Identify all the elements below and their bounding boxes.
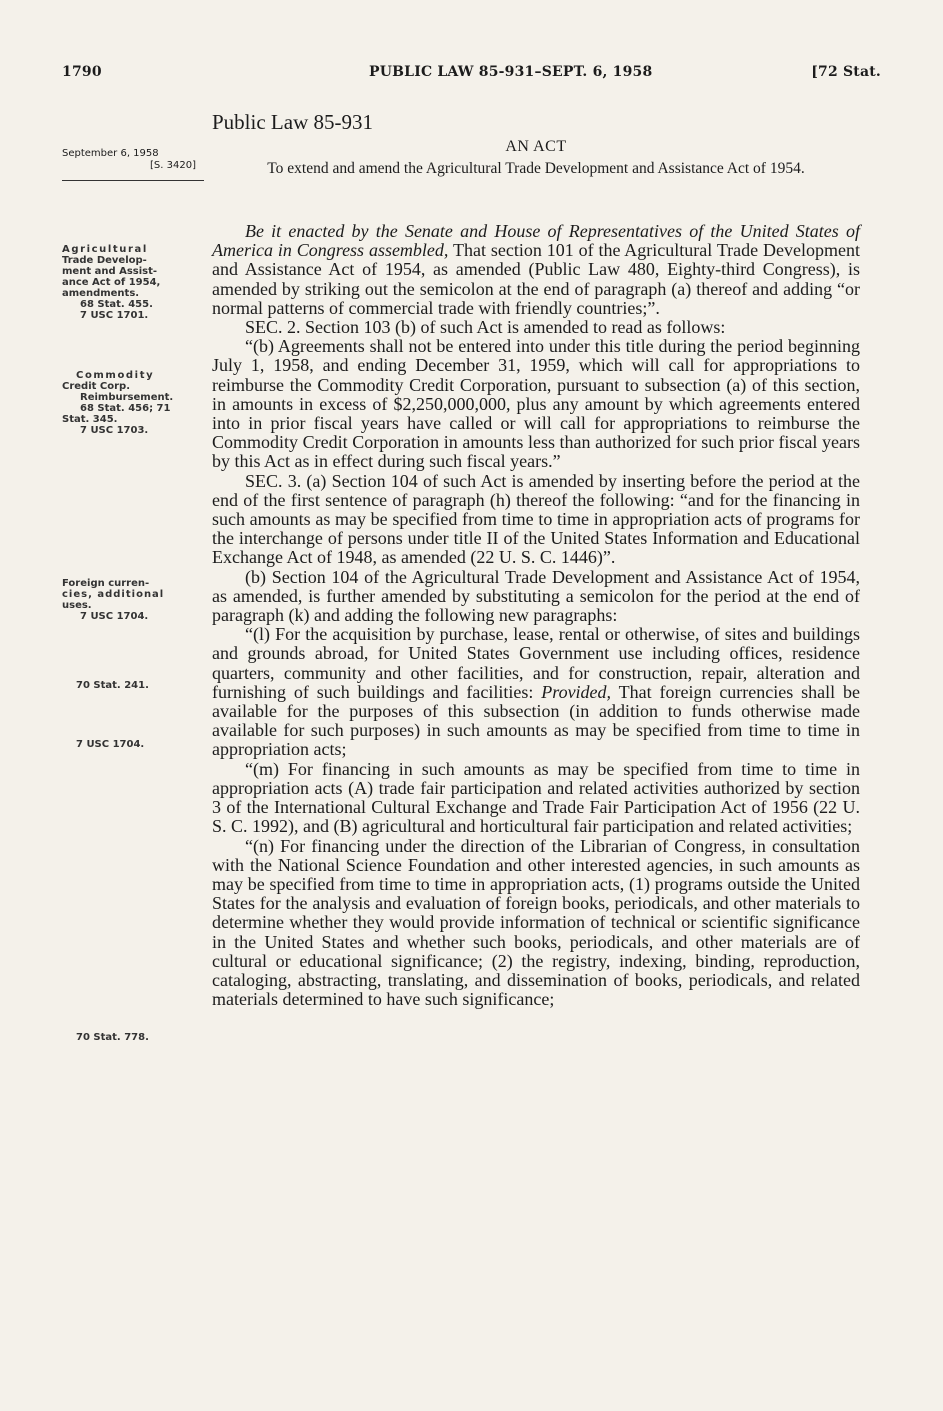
paragraph-n: “(n) For financing under the direction of the Librarian of Congress, in consultation with the National Science Foundation and other interested agencies, in such amounts as may be specified from time to time in appropriation acts, (1) programs outside the United States for the analysis and evaluation of foreign books, periodicals, and other materials to determine whether they would provide information of technical or scientific significance in the United States and whether such books, periodicals, and other materials are of cultural or educational significance; (2) the registry, indexing, binding, reproduction, cataloging, abstracting, translating, and dissemination of books, periodicals, and related materials determined to have such significance; (212, 835, 860, 1010)
enactment-date-block (62, 148, 204, 172)
bill-number: [S. 3420] (150, 160, 196, 171)
act-body-text (212, 222, 860, 1009)
paragraph-m: “(m) For financing in such amounts as may be specified from time to time in appropriation acts (A) trade fair participation and related activities authorized by section 3 of the International Cultural Exchange and Trade Fair Participation Act of 1956 (22 U. S. C. 1992), and (B) agricultural and horticultural fair participation and related activities; (212, 758, 860, 837)
section-2: SEC. 2. Section 103 (b) of such Act is amended to read as follows: (245, 317, 726, 338)
margin-note-commodity-credit: Commodity Credit Corp. Reimbursement. 68 Stat. 456; 71 Stat. 345. 7 USC 1703. (62, 370, 174, 436)
enacting-clause: Be it enacted by the Senate and House of Representatives of the United States of America in Congress assembled, That section 101 of the Agricultural Trade Development and Assistance Act of 1954, as amended (Public Law 480, Eighty-third Congress), is amended by striking out the semicolon at the end of paragraph (a) thereof and adding “or normal patterns of commercial trade with friendly countries;”. (212, 221, 861, 318)
statute-reference: [72 Stat. (811, 64, 881, 80)
margin-note-7-usc-1704: 7 USC 1704. (76, 739, 145, 750)
margin-note-70-stat-778: 70 Stat. 778. (76, 1032, 149, 1043)
enactment-date: September 6, 1958 (62, 148, 159, 159)
page-number: 1790 (62, 64, 102, 80)
act-purpose: To extend and amend the Agricultural Trade Development and Assistance Act of 1954. (267, 160, 805, 177)
section-3-subsection-a: SEC. 3. (a) Section 104 of such Act is amended by inserting before the period at the end of the first sentence of paragraph (h) thereof the following: “and for the financing in such amounts as may be specified from time to time in appropriation acts of programs for the interchange of persons under title II of the United States Information and Educational Exchange Act of 1948, as amended (22 U. S. C. 1446)”. (212, 470, 860, 568)
header-title: PUBLIC LAW 85-931–SEPT. 6, 1958 (369, 64, 653, 80)
margin-note-foreign-currencies: Foreign curren- cies, additional uses. 7 USC 1704. (62, 578, 165, 622)
section-3-subsection-b: (b) Section 104 of the Agricultural Trade Development and Assistance Act of 1954, as amended, is further amended by substituting a semicolon for the period at the end of paragraph (k) and adding the following new paragraphs: (212, 566, 860, 626)
act-heading: AN ACT (505, 138, 567, 155)
law-title: Public Law 85-931 (212, 110, 373, 134)
paragraph-l: “(l) For the acquisition by purchase, lease, rental or otherwise, of sites and buildings and grounds abroad, for United States Government use including offices, residence quarters, community and other facilities, and for construction, repair, alteration and furnishing of such buildings and facilities: Provided, That foreign currencies shall be available for the purposes of this subsection (in addition to funds otherwise made available for such purposes) in such amounts as may be specified from time to time in appropriation acts; (212, 624, 861, 760)
margin-note-70-stat-241: 70 Stat. 241. (76, 680, 149, 691)
section-2-subsection-b: “(b) Agreements shall not be entered into under this title during the period beginning July 1, 1958, and ending December 31, 1959, which will call for appropriations to reimburse the Commodity Credit Corporation, pursuant to subsection (a) of this section, in amounts in excess of $2,250,000,000, plus any amount by which agreements entered into in prior fiscal years have called or will call for appropriations to reimburse the Commodity Credit Corporation in amounts less than authorized for such prior fiscal years by this Act as in effect during such fiscal years.” (212, 336, 860, 472)
running-header (62, 64, 881, 86)
date-rule-divider (62, 180, 204, 181)
margin-note-agricultural-trade: Agricultural Trade Develop- ment and Assist- ance Act of 1954, amendments. 68 Stat. 455. 7 USC 1701. (62, 244, 161, 321)
